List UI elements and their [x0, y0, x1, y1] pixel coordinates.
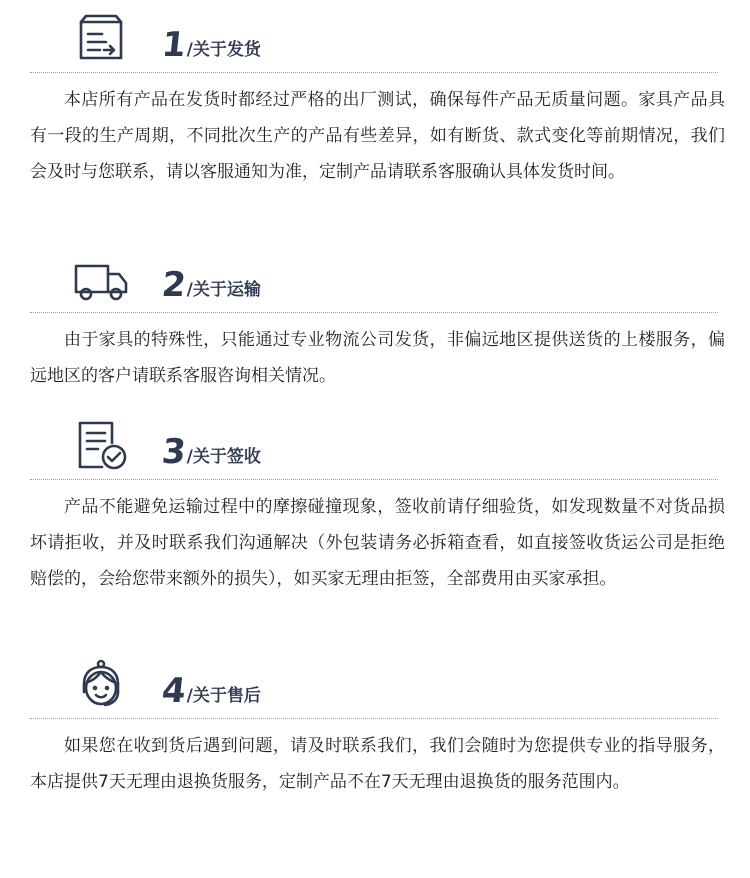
section-divider [30, 479, 718, 480]
section-heading [159, 429, 261, 472]
section-header [0, 0, 750, 70]
section-receipt [0, 407, 750, 589]
delivery-box-icon [72, 12, 130, 64]
section-body: 产品不能避免运输过程中的摩擦碰撞现象，签收前请仔细验货，如发现数量不对货品损坏请拒收，并及时联系我们沟通解决（外包装请务必拆箱查看，如直接签收货运公司是拒绝赔偿的，会给您带来额外的损失），如买家无理由拒签，全部费用由买家承担。 [30, 497, 725, 589]
section-title: /关于售后 [186, 686, 261, 706]
section-body: 由于家具的特殊性，只能通过专业物流公司发货，非偏远地区提供送货的上楼服务，偏远地区的客户请联系客服咨询相关情况。 [30, 330, 725, 386]
section-divider [30, 312, 718, 313]
section-divider [30, 718, 718, 719]
section-heading [159, 22, 261, 65]
section-transport [0, 240, 750, 386]
truck-icon [72, 252, 130, 304]
section-number: 3 [159, 432, 187, 472]
section-shipping [0, 0, 750, 182]
section-after-sales [0, 646, 750, 792]
section-heading [159, 262, 261, 305]
section-title: /关于运输 [186, 280, 261, 300]
section-body: 本店所有产品在发货时都经过严格的出厂测试，确保每件产品无质量问题。家具产品具有一段的生产周期，不同批次生产的产品有些差异，如有断货、款式变化等前期情况，我们会及时与您联系，请以客服通知为准，定制产品请联系客服确认具体发货时间。 [30, 90, 725, 182]
section-title: /关于签收 [186, 447, 261, 467]
section-divider [30, 72, 718, 73]
section-header [0, 240, 750, 310]
document-check-icon [72, 419, 130, 471]
section-header [0, 407, 750, 477]
section-heading [159, 668, 261, 711]
section-body: 如果您在收到货后遇到问题，请及时联系我们，我们会随时为您提供专业的指导服务，本店提供7天无理由退换货服务，定制产品不在7天无理由退换货的服务范围内。 [30, 736, 725, 792]
section-header [0, 646, 750, 716]
customer-service-icon [72, 658, 130, 710]
section-number: 4 [159, 671, 187, 711]
section-number: 1 [159, 25, 187, 65]
section-number: 2 [159, 265, 187, 305]
section-title: /关于发货 [186, 40, 261, 60]
